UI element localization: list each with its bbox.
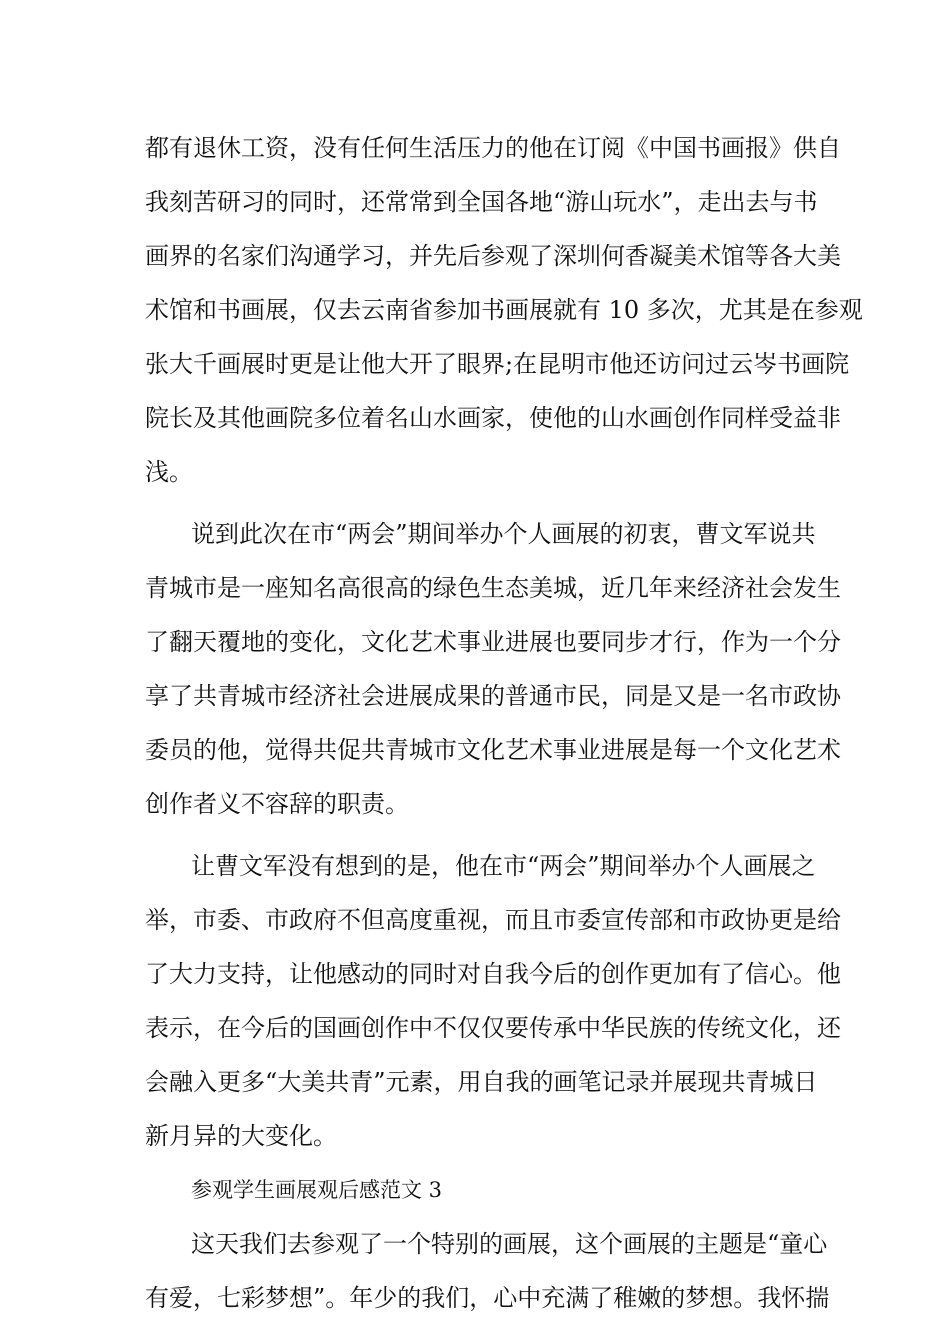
paragraph-line: 表示，在今后的国画创作中不仅仅要传承中华民族的传统文化，还	[145, 1014, 841, 1042]
paragraph-line: 都有退休工资，没有任何生活压力的他在订阅《中国书画报》供自	[145, 134, 841, 162]
paragraph-line: 创作者义不容辞的职责。	[145, 790, 409, 818]
paragraph-2	[145, 516, 841, 840]
paragraph-line: 了大力支持，让他感动的同时对自我今后的创作更加有了信心。他	[145, 960, 841, 988]
paragraph-line: 了翻天覆地的变化，文化艺术事业进展也要同步才行，作为一个分	[145, 628, 841, 656]
paragraph-line: 让曹文军没有想到的是，他在市“两会”期间举办个人画展之	[191, 852, 816, 880]
paragraph-4	[145, 1226, 830, 1334]
paragraph-line: 术馆和书画展，仅去云南省参加书画展就有 10 多次，尤其是在参观	[145, 296, 863, 324]
paragraph-line: 我刻苦研习的同时，还常常到全国各地“游山玩水”，走出去与书	[145, 188, 818, 216]
paragraph-line: 举，市委、市政府不但高度重视，而且市委宣传部和市政协更是给	[145, 906, 841, 934]
paragraph-line: 委员的他，觉得共促共青城市文化艺术事业进展是每一个文化艺术	[145, 736, 841, 764]
paragraph-line: 画界的名家们沟通学习，并先后参观了深圳何香凝美术馆等各大美	[145, 242, 841, 270]
paragraph-line: 院长及其他画院多位着名山水画家，使他的山水画创作同样受益非	[145, 404, 841, 432]
section-heading: 参观学生画展观后感范文 3	[191, 1178, 443, 1202]
paragraph-line: 会融入更多“大美共青”元素，用自我的画笔记录并展现共青城日	[145, 1068, 818, 1096]
paragraph-3	[145, 848, 841, 1172]
paragraph-line: 青城市是一座知名高很高的绿色生态美城，近几年来经济社会发生	[145, 574, 841, 602]
paragraph-line: 张大千画展时更是让他大开了眼界;在昆明市他还访问过云岑书画院	[145, 350, 850, 378]
document-body	[145, 130, 863, 1334]
paragraph-line: 新月异的大变化。	[145, 1122, 337, 1150]
paragraph-line: 享了共青城市经济社会进展成果的普通市民，同是又是一名市政协	[145, 682, 841, 710]
paragraph-line: 这天我们去参观了一个特别的画展，这个画展的主题是“童心	[191, 1230, 828, 1258]
paragraph-line: 说到此次在市“两会”期间举办个人画展的初衷，曹文军说共	[191, 520, 816, 548]
paragraph-1	[145, 130, 863, 508]
paragraph-line: 浅。	[145, 458, 193, 486]
paragraph-line: 有爱，七彩梦想”。年少的我们，心中充满了稚嫩的梦想。我怀揣	[145, 1284, 830, 1312]
